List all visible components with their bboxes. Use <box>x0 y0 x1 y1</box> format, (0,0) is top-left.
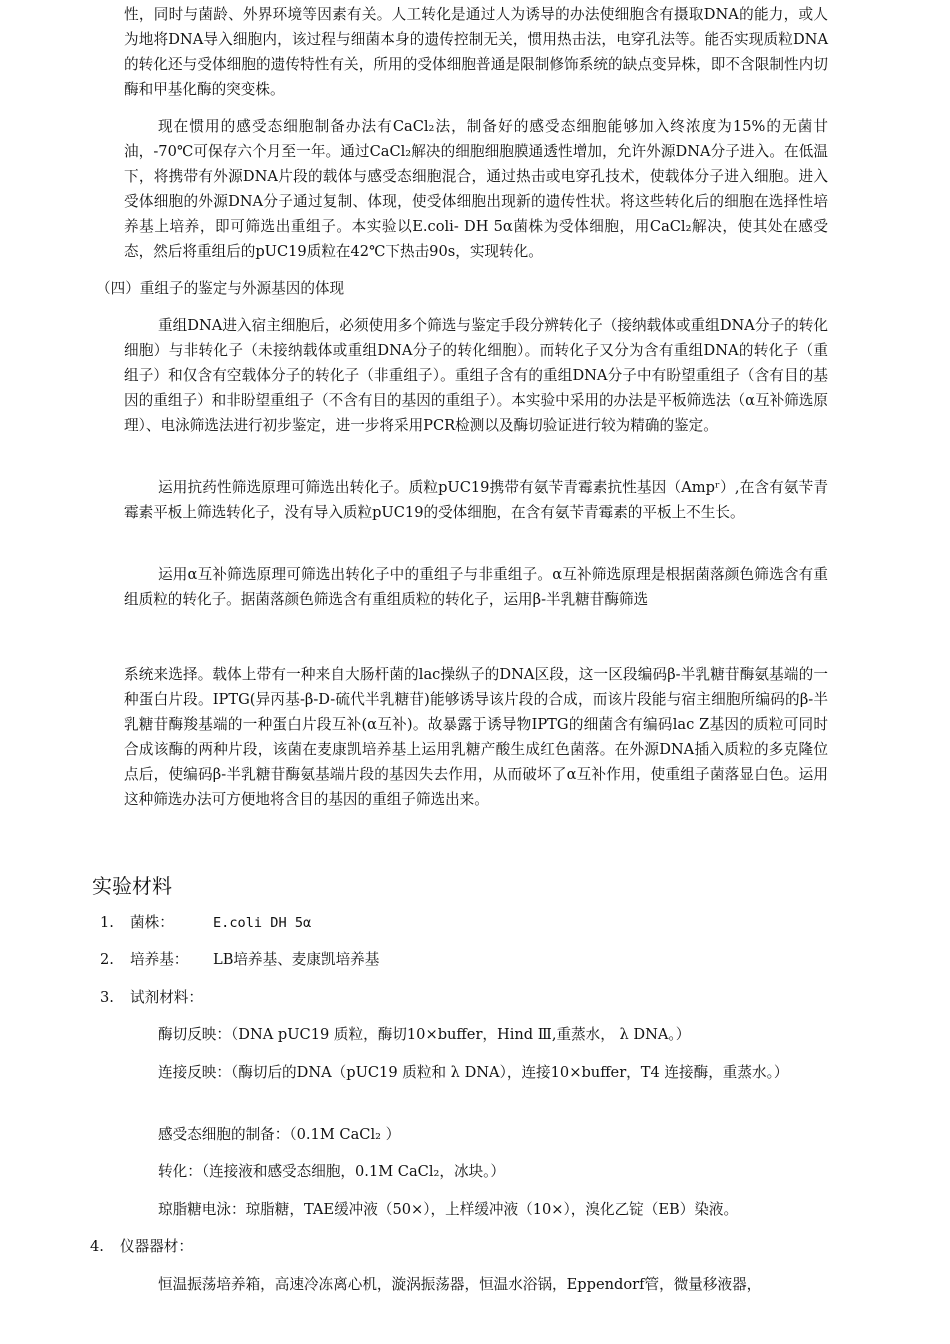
item-number: 1. <box>100 914 114 931</box>
item-number: 4. <box>90 1238 104 1255</box>
section-4-paragraph-1: 重组DNA进入宿主细胞后，必须使用多个筛选与鉴定手段分辨转化子（接纳载体或重组DNA分子的转化细胞）与非转化子（未接纳载体或重组DNA分子的转化细胞）。而转化子又分为含有重组DNA的转化子（重组子）和仅含有空载体分子的转化子（非重组子）。重组子含有的重组DNA分子中有盼望重组子（含有目的基因的重组子）和非盼望重组子（不含有目的基因的重组子）。本实验中采用的办法是平板筛选法（α互补筛选原理）、电泳筛选法进行初步鉴定，进一步将采用PCR检测以及酶切验证进行较为精确的鉴定。 <box>124 317 828 434</box>
material-item-strain <box>100 911 174 935</box>
reagent-electrophoresis: 琼脂糖电泳：琼脂糖，TAE缓冲液（50×），上样缓冲液（10×），溴化乙锭（EB）染液。 <box>158 1201 739 1218</box>
item-label: 试剂材料： <box>130 989 203 1006</box>
material-item-reagents <box>100 986 203 1010</box>
material-item-medium <box>100 948 188 972</box>
instruments-list: 恒温振荡培养箱，高速冷冻离心机，漩涡振荡器，恒温水浴锅，Eppendorf管，微量移液器， <box>158 1276 762 1293</box>
reagent-transformation: 转化：（连接液和感受态细胞，0.1M CaCl₂，冰块。） <box>158 1163 506 1180</box>
item-number: 2. <box>100 951 114 968</box>
reagent-digest: 酶切反映：（DNA pUC19 质粒，酶切10×buffer，Hind Ⅲ,重蒸水， λ DNA。） <box>158 1026 691 1043</box>
item-label: 培养基： <box>130 951 189 968</box>
material-item-instruments <box>90 1235 193 1259</box>
intro-paragraph-2: 现在惯用的感受态细胞制备办法有CaCl₂法，制备好的感受态细胞能够加入终浓度为15%的无菌甘油，-70℃可保存六个月至一年。通过CaCl₂解决的细胞细胞膜通透性增加，允许外源DNA分子进入。在低温下，将携带有外源DNA片段的载体与感受态细胞混合，通过热击或电穿孔技术，使载体分子进入细胞。进入受体细胞的外源DNA分子通过复制、体现，使受体细胞出现新的遗传性状。将这些转化后的细胞在选择性培养基上培养，即可筛选出重组子。本实验以E.coli- DH 5α菌株为受体细胞，用CaCl₂解决，使其处在感受态，然后将重组后的pUC19质粒在42℃下热击90s，实现转化。 <box>124 118 828 260</box>
reagent-ligation: 连接反映：（酶切后的DNA（pUC19 质粒和 λ DNA），连接10×buffer，T4 连接酶，重蒸水。） <box>158 1064 789 1081</box>
section-4-paragraph-3: 运用α互补筛选原理可筛选出转化子中的重组子与非重组子。α互补筛选原理是根据菌落颜色筛选含有重组质粒的转化子。据菌落颜色筛选含有重组质粒的转化子，运用β-半乳糖苷酶筛选 <box>124 566 828 608</box>
materials-title: 实验材料 <box>92 874 172 898</box>
item-number: 3. <box>100 989 114 1006</box>
item-label: 菌株： <box>130 914 174 931</box>
item-label: 仪器器材： <box>120 1238 193 1255</box>
reagent-competent-cells: 感受态细胞的制备：（0.1M CaCl₂ ） <box>158 1126 401 1143</box>
section-4-paragraph-2: 运用抗药性筛选原理可筛选出转化子。质粒pUC19携带有氨苄青霉素抗性基因（Ampʳ）,在含有氨苄青霉素平板上筛选转化子，没有导入质粒pUC19的受体细胞，在含有氨苄青霉素的平板上不生长。 <box>124 479 828 521</box>
intro-paragraph-1: 性，同时与菌龄、外界环境等因素有关。人工转化是通过人为诱导的办法使细胞含有摄取DNA的能力，或人为地将DNA导入细胞内，该过程与细菌本身的遗传控制无关，惯用热击法，电穿孔法等。能否实现质粒DNA的转化还与受体细胞的遗传特性有关，所用的受体细胞普通是限制修饰系统的缺点变异株，即不含限制性内切酶和甲基化酶的突变株。 <box>124 6 828 98</box>
section-4-paragraph-4: 系统来选择。载体上带有一种来自大肠杆菌的lac操纵子的DNA区段，这一区段编码β-半乳糖苷酶氨基端的一种蛋白片段。IPTG(异丙基-β-D-硫代半乳糖苷)能够诱导该片段的合成，而该片段能与宿主细胞所编码的β-半乳糖苷酶羧基端的一种蛋白片段互补(α互补)。故暴露于诱导物IPTG的细菌含有编码lac Z基因的质粒可同时合成该酶的两种片段，该菌在麦康凯培养基上运用乳糖产酸生成红色菌落。在外源DNA插入质粒的多克隆位点后，使编码β-半乳糖苷酶氨基端片段的基因失去作用，从而破坏了α互补作用，使重组子菌落显白色。运用这种筛选办法可方便地将含目的基因的重组子筛选出来。 <box>124 666 828 808</box>
section-4-heading: （四）重组子的鉴定与外源基因的体现 <box>96 280 345 297</box>
strain-value: E.coli DH 5α <box>213 915 312 931</box>
medium-value: LB培养基、麦康凯培养基 <box>213 951 380 968</box>
